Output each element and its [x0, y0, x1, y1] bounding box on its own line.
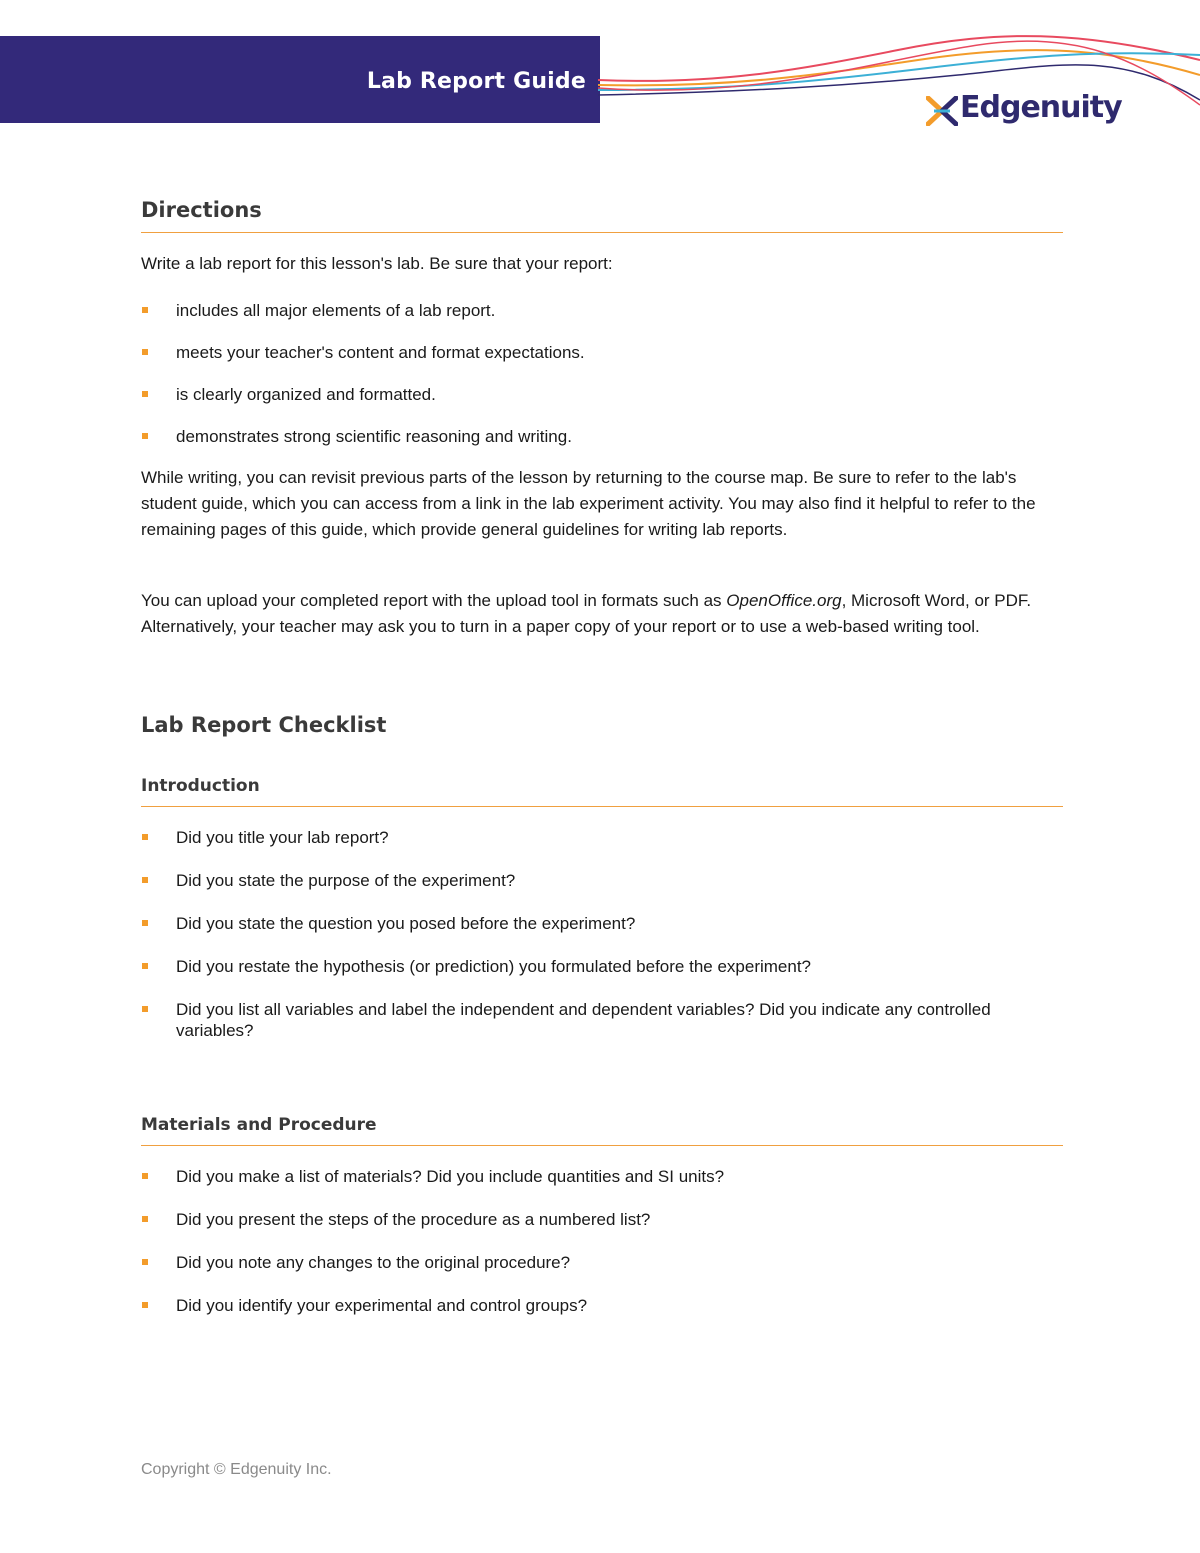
directions-paragraph-1: While writing, you can revisit previous parts of the lesson by returning to the course map. Be sure to refer to the lab's student guide, which you can access from a link in the lab experiment activity. You may also find it helpful to refer to the remaining pages of this guide, which provide general guidelines for writing lab reports.: [141, 468, 1036, 539]
introduction-heading: Introduction: [141, 776, 260, 796]
bullet-icon: [142, 920, 148, 926]
list-item: includes all major elements of a lab report.: [141, 300, 1041, 321]
directions-heading: Directions: [141, 198, 262, 222]
bullet-icon: [142, 307, 148, 313]
checklist-item: Did you state the question you posed before the experiment?: [141, 913, 1041, 934]
checklist-item: Did you title your lab report?: [141, 827, 1041, 848]
bullet-icon: [142, 1259, 148, 1265]
directions-rule: [141, 232, 1063, 233]
checklist-item: Did you identify your experimental and control groups?: [141, 1295, 1041, 1316]
copyright-footer: Copyright © Edgenuity Inc.: [141, 1461, 332, 1478]
bullet-icon: [142, 1173, 148, 1179]
bullet-icon: [142, 1006, 148, 1012]
directions-intro: Write a lab report for this lesson's lab. Be sure that your report:: [141, 254, 613, 273]
bullet-icon: [142, 1302, 148, 1308]
list-item: demonstrates strong scientific reasoning and writing.: [141, 426, 1041, 447]
materials-rule: [141, 1145, 1063, 1146]
bullet-icon: [142, 433, 148, 439]
checklist-heading: Lab Report Checklist: [141, 713, 387, 737]
introduction-checklist: [141, 827, 1041, 1041]
document-title: Lab Report Guide: [366, 69, 586, 94]
checklist-item: Did you list all variables and label the independent and dependent variables? Did you indicate any controlled variables?: [141, 999, 1041, 1041]
bullet-icon: [142, 1216, 148, 1222]
checklist-item: Did you state the purpose of the experiment?: [141, 870, 1041, 891]
list-item: is clearly organized and formatted.: [141, 384, 1041, 405]
directions-bullets: [141, 300, 1041, 447]
bullet-icon: [142, 877, 148, 883]
bullet-icon: [142, 349, 148, 355]
bullet-icon: [142, 391, 148, 397]
introduction-rule: [141, 806, 1063, 807]
list-item: meets your teacher's content and format expectations.: [141, 342, 1041, 363]
logo-text: Edgenuity: [960, 90, 1122, 125]
header-banner: [0, 36, 600, 123]
checklist-item: Did you note any changes to the original procedure?: [141, 1252, 1041, 1273]
checklist-item: Did you make a list of materials? Did you include quantities and SI units?: [141, 1166, 1041, 1187]
bullet-icon: [142, 963, 148, 969]
checklist-item: Did you present the steps of the procedure as a numbered list?: [141, 1209, 1041, 1230]
checklist-item: Did you restate the hypothesis (or prediction) you formulated before the experiment?: [141, 956, 1041, 977]
bullet-icon: [142, 834, 148, 840]
edgenuity-x-icon: [926, 96, 958, 126]
materials-heading: Materials and Procedure: [141, 1115, 377, 1135]
directions-paragraph-2: You can upload your completed report with the upload tool in formats such as OpenOffice.org, Microsoft Word, or PDF. Alternatively, your teacher may ask you to turn in a paper copy of your report or to use a web-based writing tool.: [141, 591, 1032, 636]
materials-checklist: [141, 1166, 1041, 1316]
